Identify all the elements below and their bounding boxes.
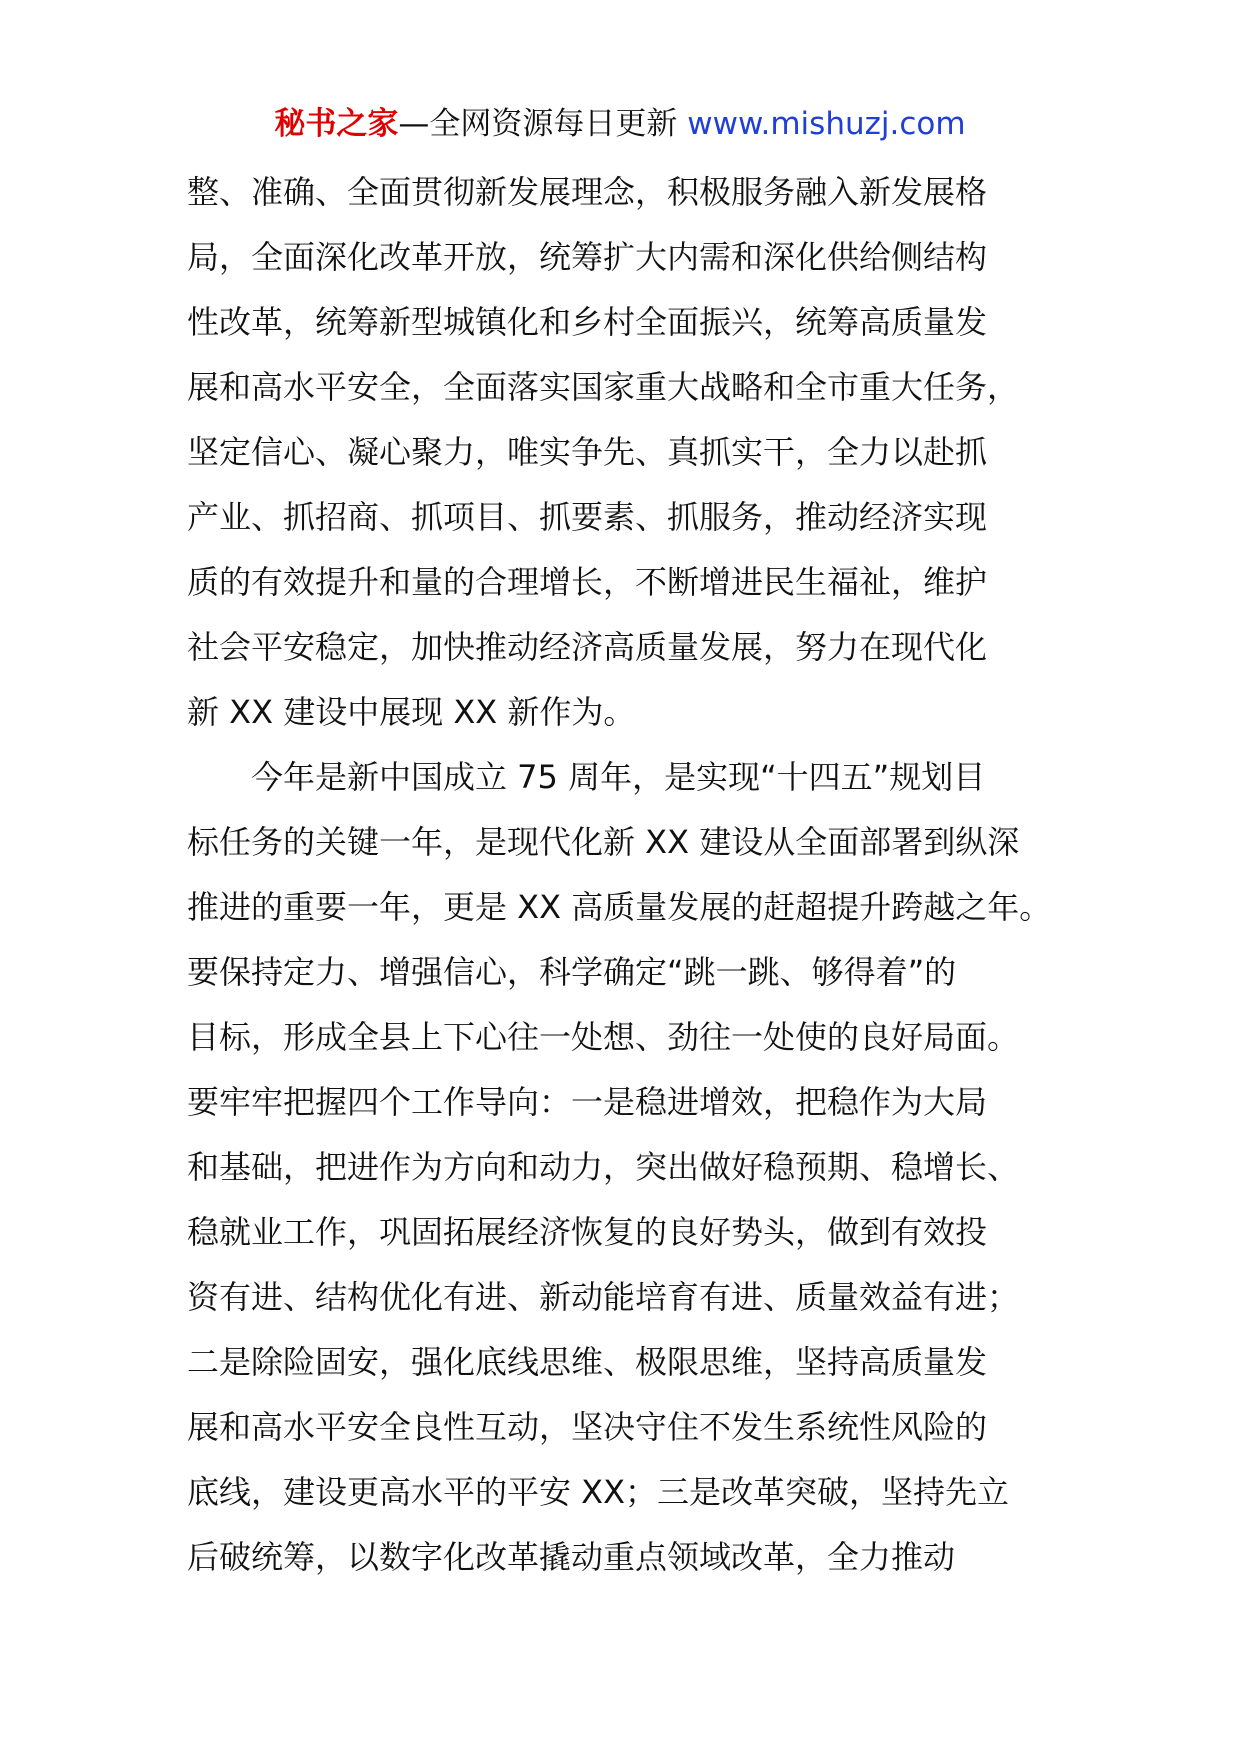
text-line: 要牢牢把握四个工作导向：一是稳进增效，把稳作为大局 bbox=[187, 1083, 988, 1121]
text-line: 局，全面深化改革开放，统筹扩大内需和深化供给侧结构 bbox=[187, 238, 988, 276]
text-line: 产业、抓招商、抓项目、抓要素、抓服务，推动经济实现 bbox=[187, 498, 988, 536]
site-header bbox=[0, 100, 1240, 148]
text-line: 展和高水平安全，全面落实国家重大战略和全市重大任务， bbox=[187, 368, 1020, 406]
text-line: 展和高水平安全良性互动，坚决守住不发生系统性风险的 bbox=[187, 1408, 988, 1446]
text-line: 目标，形成全县上下心往一处想、劲往一处使的良好局面。 bbox=[187, 1018, 1020, 1056]
text-line: 要保持定力、增强信心，科学确定“跳一跳、够得着”的 bbox=[187, 953, 957, 991]
text-line: 整、准确、全面贯彻新发展理念，积极服务融入新发展格 bbox=[187, 173, 988, 211]
text-line: 推进的重要一年，更是 XX 高质量发展的赶超提升跨越之年。 bbox=[187, 888, 1052, 926]
site-brand: 秘书之家 bbox=[274, 106, 399, 142]
text-line: 资有进、结构优化有进、新动能培育有进、质量效益有进； bbox=[187, 1278, 1020, 1316]
text-line: 后破统筹，以数字化改革撬动重点领域改革，全力推动 bbox=[187, 1538, 956, 1576]
text-line: 社会平安稳定，加快推动经济高质量发展，努力在现代化 bbox=[187, 628, 988, 666]
text-line: 和基础，把进作为方向和动力，突出做好稳预期、稳增长、 bbox=[187, 1148, 1020, 1186]
text-line: 底线，建设更高水平的平安 XX；三是改革突破，坚持先立 bbox=[187, 1473, 1010, 1511]
site-tagline: —全网资源每日更新 bbox=[398, 106, 688, 142]
text-line: 质的有效提升和量的合理增长，不断增进民生福祉，维护 bbox=[187, 563, 988, 601]
text-line: 标任务的关键一年，是现代化新 XX 建设从全面部署到纵深 bbox=[187, 823, 1020, 861]
text-line: 坚定信心、凝心聚力，唯实争先、真抓实干，全力以赴抓 bbox=[187, 433, 988, 471]
text-line: 稳就业工作，巩固拓展经济恢复的良好势头，做到有效投 bbox=[187, 1213, 988, 1251]
site-url-link[interactable]: www.mishuzj.com bbox=[687, 106, 966, 142]
text-line: 性改革，统筹新型城镇化和乡村全面振兴，统筹高质量发 bbox=[187, 303, 988, 341]
text-line: 今年是新中国成立 75 周年，是实现“十四五”规划目 bbox=[187, 758, 986, 796]
text-line: 新 XX 建设中展现 XX 新作为。 bbox=[187, 693, 636, 731]
text-line: 二是除险固安，强化底线思维、极限思维，坚持高质量发 bbox=[187, 1343, 988, 1381]
document-body bbox=[187, 160, 1067, 1590]
